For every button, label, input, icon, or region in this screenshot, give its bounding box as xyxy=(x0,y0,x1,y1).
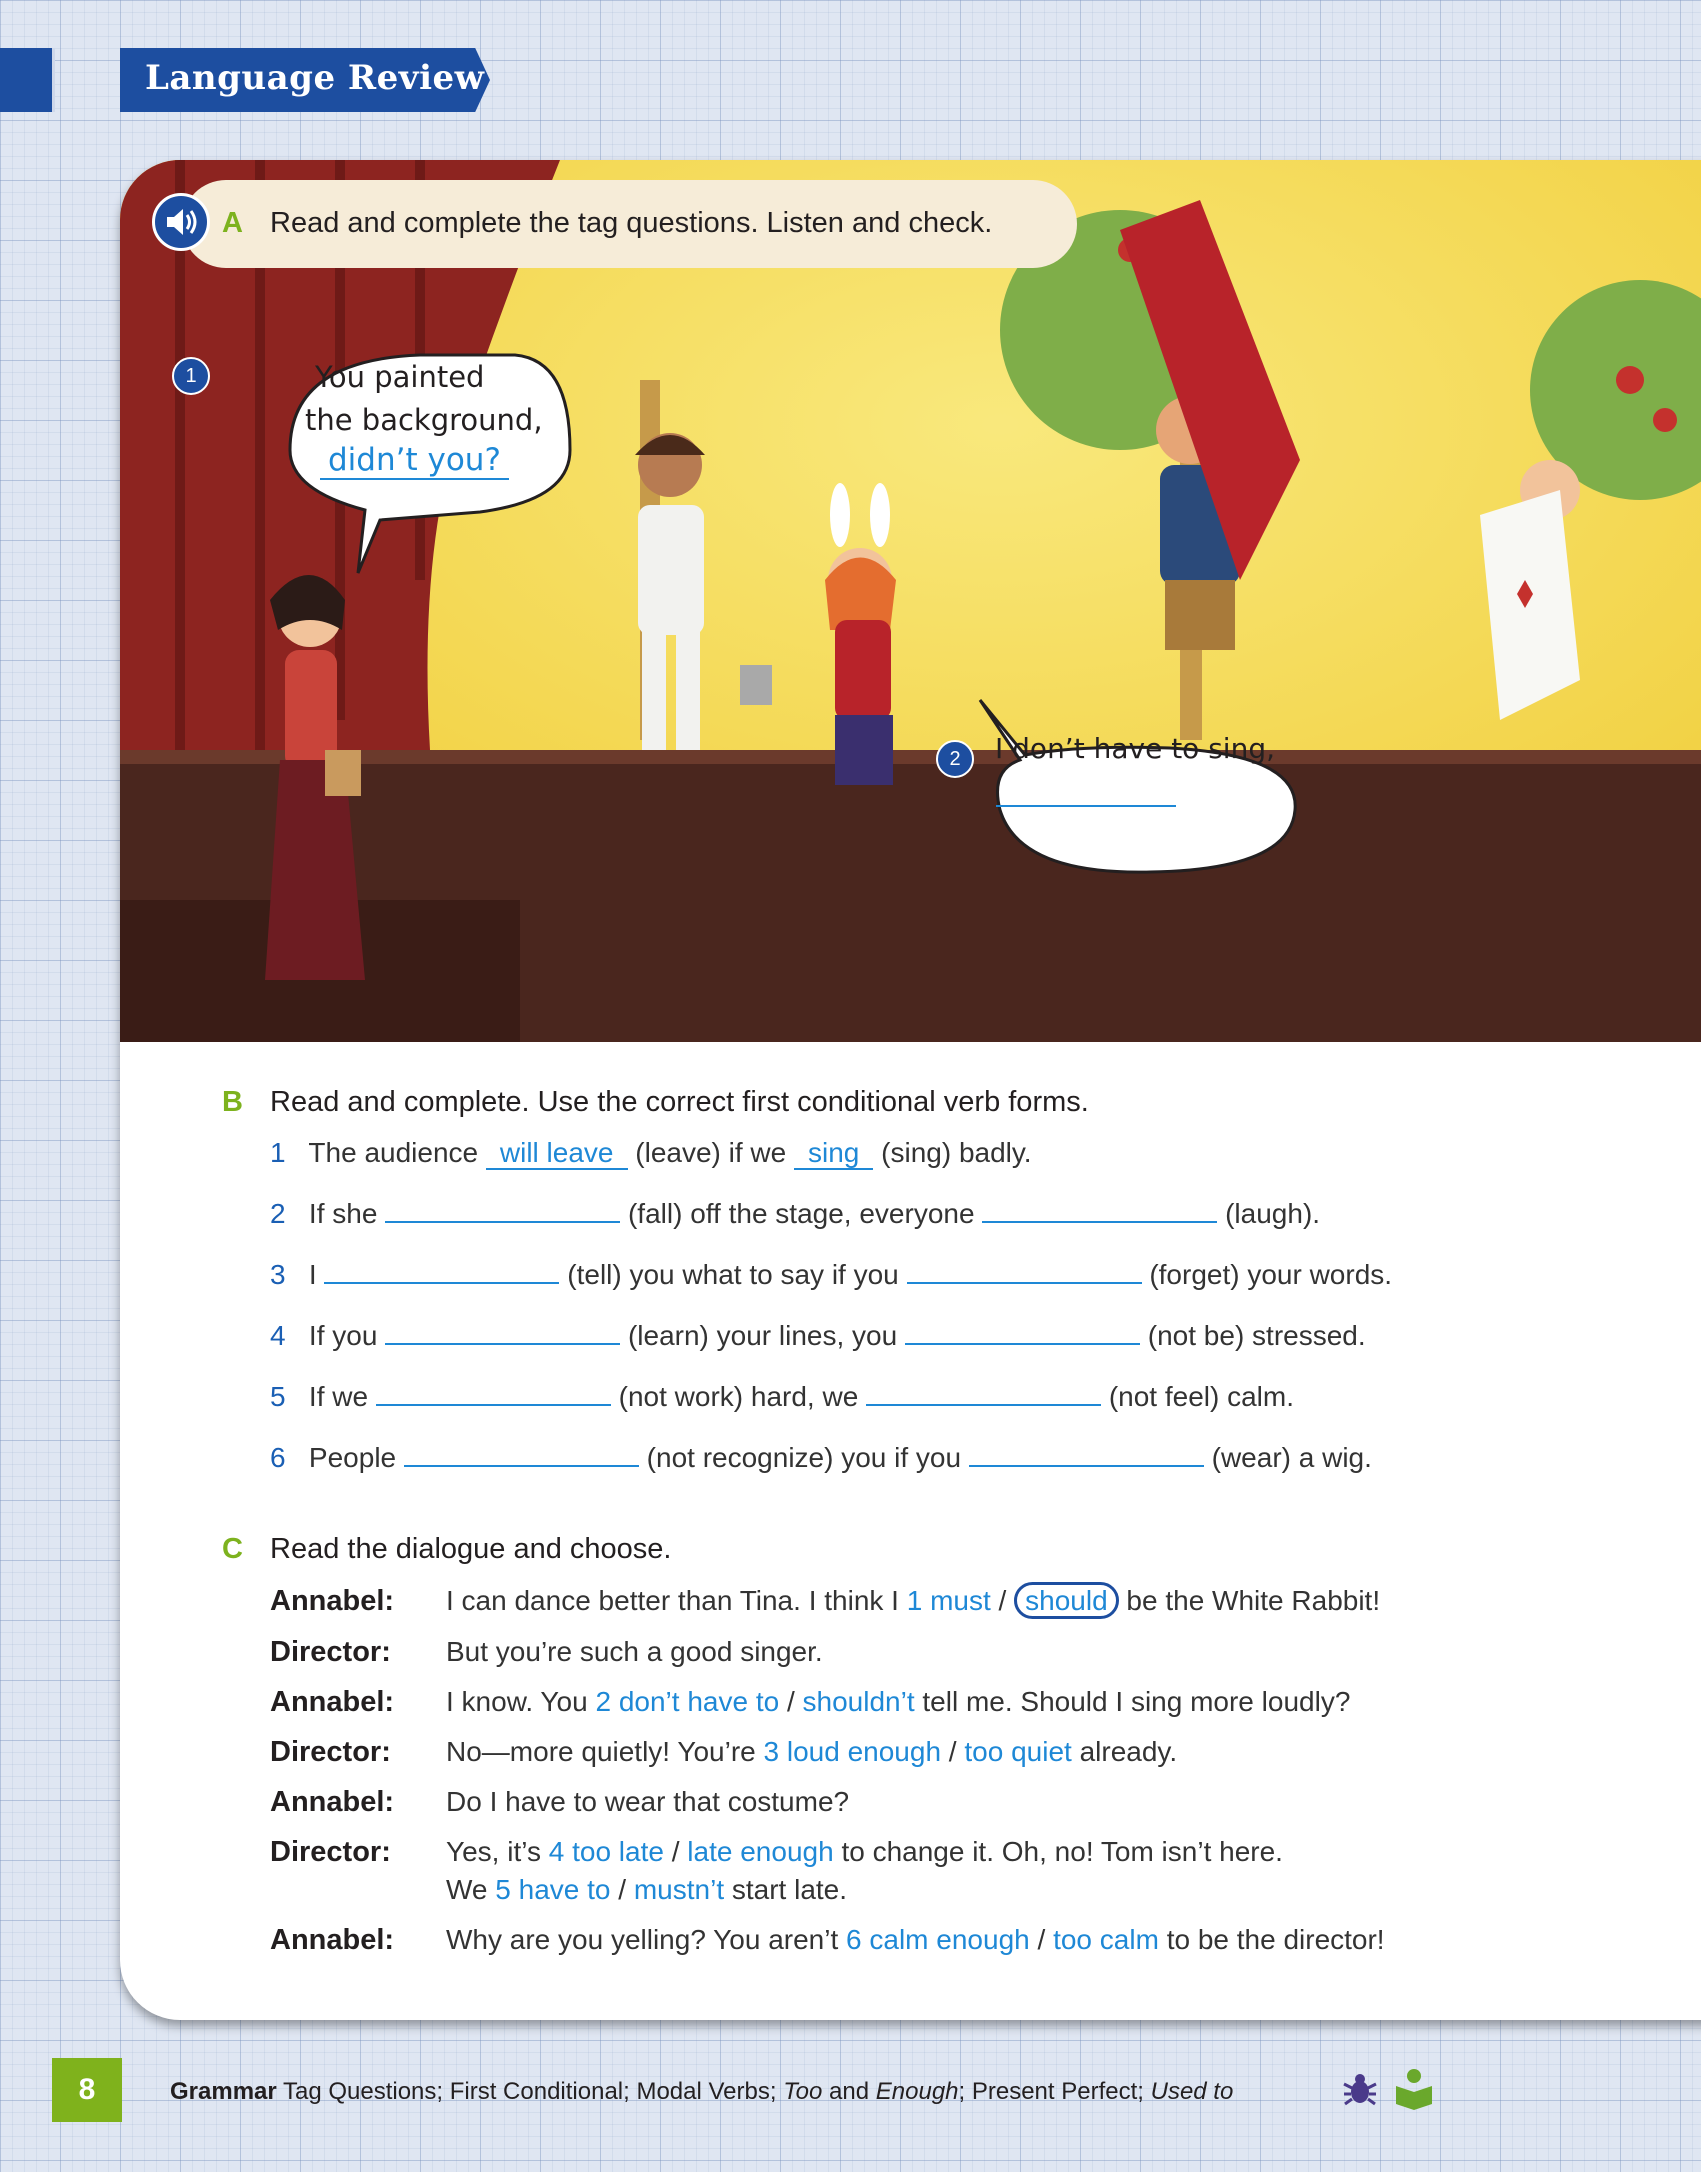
footer-topics xyxy=(170,2078,1233,2106)
item-text: (tell) you what to say if you xyxy=(567,1259,899,1290)
choice-option[interactable]: calm enough xyxy=(869,1924,1030,1955)
dialogue-text: Do I have to wear that costume? xyxy=(446,1786,850,1817)
choice-option[interactable]: have to xyxy=(518,1874,611,1905)
section-c-instruction: Read the dialogue and choose. xyxy=(270,1533,672,1565)
footer-topic-text: and xyxy=(829,2078,870,2105)
header-left-tab xyxy=(0,48,55,112)
footer-topic-text: ; Present Perfect; xyxy=(958,2078,1144,2105)
answer-blank[interactable] xyxy=(404,1464,639,1467)
answer-blank[interactable] xyxy=(982,1220,1217,1223)
item-text: (not feel) calm. xyxy=(1108,1381,1294,1412)
item-text: (forget) your words. xyxy=(1149,1259,1393,1290)
choice-option[interactable]: mustn’t xyxy=(633,1874,725,1905)
item-text: (sing) badly. xyxy=(881,1137,1032,1168)
speaker-name: Annabel: xyxy=(270,1585,395,1617)
choice-option[interactable]: late enough xyxy=(687,1836,834,1867)
dialogue-text: start late. xyxy=(731,1874,848,1905)
bubble-1-line2: the background, xyxy=(305,403,543,437)
dialogue-line: Why are you yelling? You aren’t 6 calm enough / too calm to be the director! xyxy=(446,1924,1385,1955)
section-c-letter: C xyxy=(222,1533,243,1565)
item-number: 5 xyxy=(270,1381,286,1412)
choice-option[interactable]: loud enough xyxy=(786,1736,942,1767)
choice-option[interactable]: too quiet xyxy=(964,1736,1072,1767)
speaker-name: Director: xyxy=(270,1836,391,1868)
answer-blank[interactable] xyxy=(385,1220,620,1223)
dialogue-text: Yes, it’s xyxy=(446,1836,541,1867)
item-number: 6 xyxy=(270,1442,286,1473)
bubble-1-answer: didn’t you? xyxy=(320,442,509,480)
bubble-1-number: 1 xyxy=(172,357,210,395)
item-number: 2 xyxy=(270,1198,286,1229)
bubble-2-answer-blank[interactable] xyxy=(996,805,1176,807)
exercise-b-item xyxy=(270,1381,1294,1413)
choice-option[interactable]: must xyxy=(930,1585,991,1616)
choice-option[interactable]: don’t have to xyxy=(618,1686,780,1717)
dialogue-line: I know. You 2 don’t have to / shouldn’t tell me. Should I sing more loudly? xyxy=(446,1686,1351,1717)
stage-illustration xyxy=(120,160,1701,1042)
choice-option[interactable]: too calm xyxy=(1053,1924,1159,1955)
bug-icon xyxy=(1340,2070,1380,2110)
dialogue-text: to be the director! xyxy=(1166,1924,1385,1955)
answer-blank[interactable] xyxy=(907,1281,1142,1284)
answer-blank[interactable] xyxy=(324,1281,559,1284)
item-text: If we xyxy=(308,1381,369,1412)
section-a-instruction: Read and complete the tag questions. Listen and check. xyxy=(270,207,993,239)
page-number: 8 xyxy=(52,2058,122,2122)
dialogue-text: But you’re such a good singer. xyxy=(446,1636,823,1667)
answer-sing: sing xyxy=(794,1137,873,1170)
item-text: (leave) if we xyxy=(635,1137,787,1168)
exercise-b-item xyxy=(270,1320,1366,1352)
footer-topic-text: Tag Questions; First Conditional; Modal Verbs; xyxy=(282,2078,777,2105)
dialogue-text: to change it. Oh, no! Tom isn’t here. xyxy=(841,1836,1283,1867)
item-text: (not recognize) you if you xyxy=(646,1442,962,1473)
item-text: (not work) hard, we xyxy=(618,1381,859,1412)
dialogue-text: No—more quietly! You’re xyxy=(446,1736,756,1767)
exercise-b-item xyxy=(270,1198,1320,1230)
item-text: (not be) stressed. xyxy=(1147,1320,1366,1351)
choice-number: 2 xyxy=(595,1686,612,1717)
dialogue-line: We 5 have to / mustn’t start late. xyxy=(446,1874,848,1905)
footer-topic-italic: Enough xyxy=(875,2078,959,2105)
footer-topic-italic: Too xyxy=(783,2078,823,2105)
footer-topic-italic: Used to xyxy=(1150,2078,1234,2105)
bubble-2-line1: I don’t have to sing, xyxy=(995,732,1275,765)
audio-button[interactable] xyxy=(152,193,210,251)
dialogue-text: We xyxy=(446,1874,488,1905)
item-text: (fall) off the stage, everyone xyxy=(627,1198,975,1229)
answer-blank[interactable] xyxy=(385,1342,620,1345)
item-text: People xyxy=(308,1442,397,1473)
item-text: I xyxy=(308,1259,317,1290)
speaker-icon xyxy=(155,196,207,248)
choice-number: 5 xyxy=(495,1874,511,1905)
dialogue-line: Yes, it’s 4 too late / late enough to change it. Oh, no! Tom isn’t here. xyxy=(446,1836,1283,1867)
choice-option[interactable]: shouldn’t xyxy=(802,1686,915,1717)
dialogue-line: No—more quietly! You’re 3 loud enough / too quiet already. xyxy=(446,1736,1178,1767)
exercise-b-item xyxy=(270,1259,1392,1291)
speaker-name: Director: xyxy=(270,1736,391,1768)
choice-number: 6 xyxy=(846,1924,862,1955)
page-title: Language Review xyxy=(145,58,485,98)
section-b-instruction: Read and complete. Use the correct first conditional verb forms. xyxy=(270,1086,1089,1118)
dialogue-text: already. xyxy=(1079,1736,1178,1767)
footer-label: Grammar xyxy=(170,2078,277,2105)
exercise-b-item xyxy=(270,1442,1372,1474)
item-text: (laugh). xyxy=(1225,1198,1321,1229)
choice-option-circled[interactable]: should xyxy=(1014,1582,1119,1619)
item-number: 1 xyxy=(270,1137,286,1168)
item-number: 4 xyxy=(270,1320,286,1351)
answer-blank[interactable] xyxy=(905,1342,1140,1345)
section-a-letter: A xyxy=(222,207,243,239)
apple xyxy=(1653,408,1677,432)
item-text: If you xyxy=(308,1320,378,1351)
answer-blank[interactable] xyxy=(866,1403,1101,1406)
speaker-name: Director: xyxy=(270,1636,391,1668)
choice-number: 3 xyxy=(763,1736,780,1767)
dialogue-text: I know. You xyxy=(446,1686,588,1717)
answer-will-leave: will leave xyxy=(486,1137,628,1170)
choice-number: 1 xyxy=(906,1585,923,1616)
item-number: 3 xyxy=(270,1259,286,1290)
bubble-1-line1: You painted xyxy=(315,360,485,394)
reader-icon xyxy=(1392,2066,1436,2110)
item-text: If she xyxy=(308,1198,378,1229)
answer-blank[interactable] xyxy=(376,1403,611,1406)
dialogue-text: I can dance better than Tina. I think I xyxy=(446,1585,899,1616)
speaker-name: Annabel: xyxy=(270,1786,395,1818)
dialogue-text: be the White Rabbit! xyxy=(1126,1585,1381,1616)
choice-option[interactable]: too late xyxy=(572,1836,664,1867)
answer-blank[interactable] xyxy=(969,1464,1204,1467)
item-text: (wear) a wig. xyxy=(1211,1442,1372,1473)
exercise-b-item xyxy=(270,1137,1032,1169)
dialogue-text: tell me. Should I sing more loudly? xyxy=(922,1686,1351,1717)
bubble-2-number: 2 xyxy=(936,740,974,778)
apple xyxy=(1616,366,1644,394)
dialogue-line: I can dance better than Tina. I think I 1 must / should be the White Rabbit! xyxy=(446,1585,1380,1617)
speaker-name: Annabel: xyxy=(270,1924,395,1956)
item-text: The audience xyxy=(308,1137,479,1168)
dialogue-text: Why are you yelling? You aren’t xyxy=(446,1924,839,1955)
choice-number: 4 xyxy=(548,1836,565,1867)
speaker-name: Annabel: xyxy=(270,1686,395,1718)
item-text: (learn) your lines, you xyxy=(627,1320,898,1351)
section-b-letter: B xyxy=(222,1086,243,1118)
